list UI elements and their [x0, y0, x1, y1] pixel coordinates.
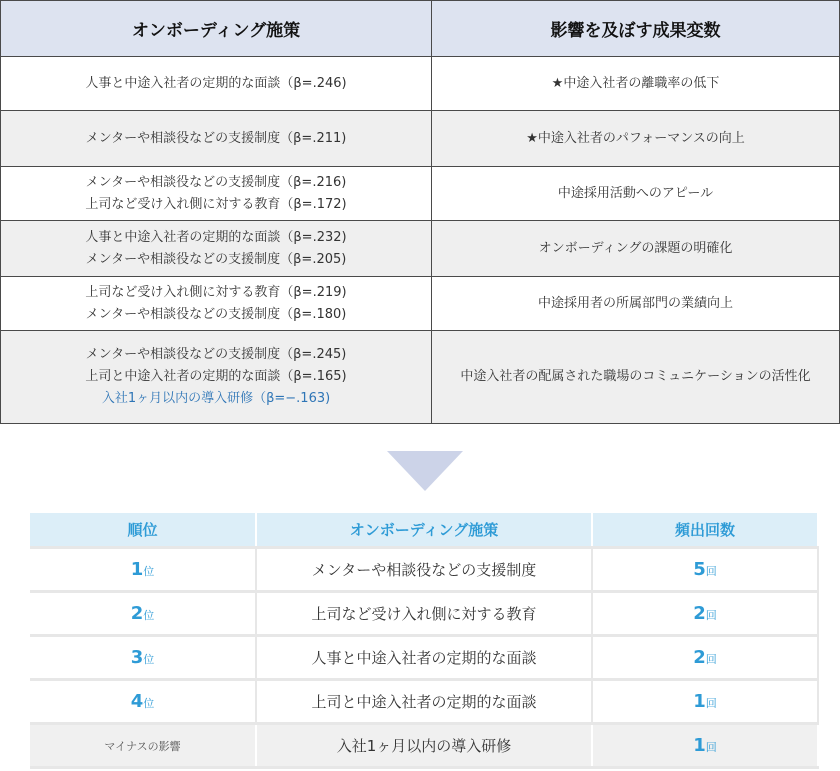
measure-line: 人事と中途入社者の定期的な面談（β=.246) [85, 75, 347, 91]
ranking-table [30, 513, 819, 769]
analysis-row [1, 167, 840, 221]
header-rank: 順位 [30, 513, 256, 547]
count-number: 2 [693, 646, 706, 668]
count-unit: 回 [705, 564, 717, 578]
measure-line: 上司など受け入れ側に対する教育（β=.219) [85, 284, 347, 300]
rank-number: 3 [130, 646, 144, 668]
rank-unit: 位 [143, 696, 155, 710]
header-outcome: 影響を及ぼす成果変数 [432, 1, 840, 57]
header-frequency: 頻出回数 [592, 513, 818, 547]
count-unit: 回 [705, 652, 717, 666]
rank-cell [30, 635, 256, 679]
rank-cell [30, 591, 256, 635]
minus-impact-row [30, 723, 818, 767]
analysis-row [1, 221, 840, 277]
count-cell [592, 591, 818, 635]
ranking-row [30, 591, 818, 635]
measure-line: メンターや相談役などの支援制度（β=.180) [85, 306, 347, 322]
measure-cell [1, 277, 432, 331]
measure-line: メンターや相談役などの支援制度（β=.245) [85, 347, 347, 362]
outcome-cell: ★中途入社者のパフォーマンスの向上 [432, 111, 840, 167]
outcome-cell: 中途採用活動へのアピール [432, 167, 840, 221]
count-number: 1 [693, 690, 706, 712]
ranking-header-row [30, 513, 818, 547]
measure-line: 上司など受け入れ側に対する教育（β=.172) [85, 196, 347, 212]
rank-unit: 位 [143, 564, 155, 578]
rank-number: 2 [130, 602, 144, 624]
measure-line: メンターや相談役などの支援制度（β=.205) [85, 251, 347, 267]
count-number: 5 [693, 558, 706, 580]
measure-cell [1, 221, 432, 277]
rank-number: 1 [130, 558, 144, 580]
down-arrow-icon [387, 451, 463, 491]
analysis-row [1, 277, 840, 331]
measure-name-cell: 人事と中途入社者の定期的な面談 [256, 635, 592, 679]
count-unit: 回 [705, 608, 717, 622]
count-unit: 回 [705, 740, 717, 754]
count-number: 2 [693, 602, 706, 624]
minus-label-cell [30, 723, 256, 767]
count-cell [592, 635, 818, 679]
analysis-row [1, 111, 840, 167]
header-measure: オンボーディング施策 [1, 1, 432, 57]
ranking-row [30, 679, 818, 723]
count-cell [592, 547, 818, 591]
analysis-row [1, 57, 840, 111]
minus-impact-label: マイナスの影響 [104, 740, 181, 753]
header-measure: オンボーディング施策 [256, 513, 592, 547]
measure-cell [1, 111, 432, 167]
ranking-row [30, 635, 818, 679]
count-unit: 回 [705, 696, 717, 710]
count-number: 1 [693, 734, 706, 756]
rank-cell [30, 679, 256, 723]
outcome-cell: ★中途入社者の離職率の低下 [432, 57, 840, 111]
rank-unit: 位 [143, 608, 155, 622]
measure-cell [1, 331, 432, 424]
analysis-row [1, 331, 840, 424]
measure-name-cell: 上司と中途入社者の定期的な面談 [256, 679, 592, 723]
negative-measure-line: 入社1ヶ月以内の導入研修（β=−.163) [101, 391, 331, 406]
count-cell [592, 679, 818, 723]
measure-name-cell: メンターや相談役などの支援制度 [256, 547, 592, 591]
count-cell [592, 723, 818, 767]
rank-number: 4 [130, 690, 144, 712]
analysis-header-row [1, 1, 840, 57]
measure-cell [1, 57, 432, 111]
measure-line: 上司と中途入社者の定期的な面談（β=.165) [85, 369, 347, 384]
measure-name-cell: 入社1ヶ月以内の導入研修 [256, 723, 592, 767]
measure-line: 人事と中途入社者の定期的な面談（β=.232) [85, 229, 347, 245]
outcome-cell: 中途採用者の所属部門の業績向上 [432, 277, 840, 331]
rank-unit: 位 [143, 652, 155, 666]
measure-line: メンターや相談役などの支援制度（β=.216) [85, 174, 347, 190]
measure-line: メンターや相談役などの支援制度（β=.211) [85, 130, 347, 146]
measure-cell [1, 167, 432, 221]
outcome-cell: 中途入社者の配属された職場のコミュニケーションの活性化 [432, 331, 840, 424]
outcome-cell: オンボーディングの課題の明確化 [432, 221, 840, 277]
ranking-row [30, 547, 818, 591]
measure-name-cell: 上司など受け入れ側に対する教育 [256, 591, 592, 635]
rank-cell [30, 547, 256, 591]
